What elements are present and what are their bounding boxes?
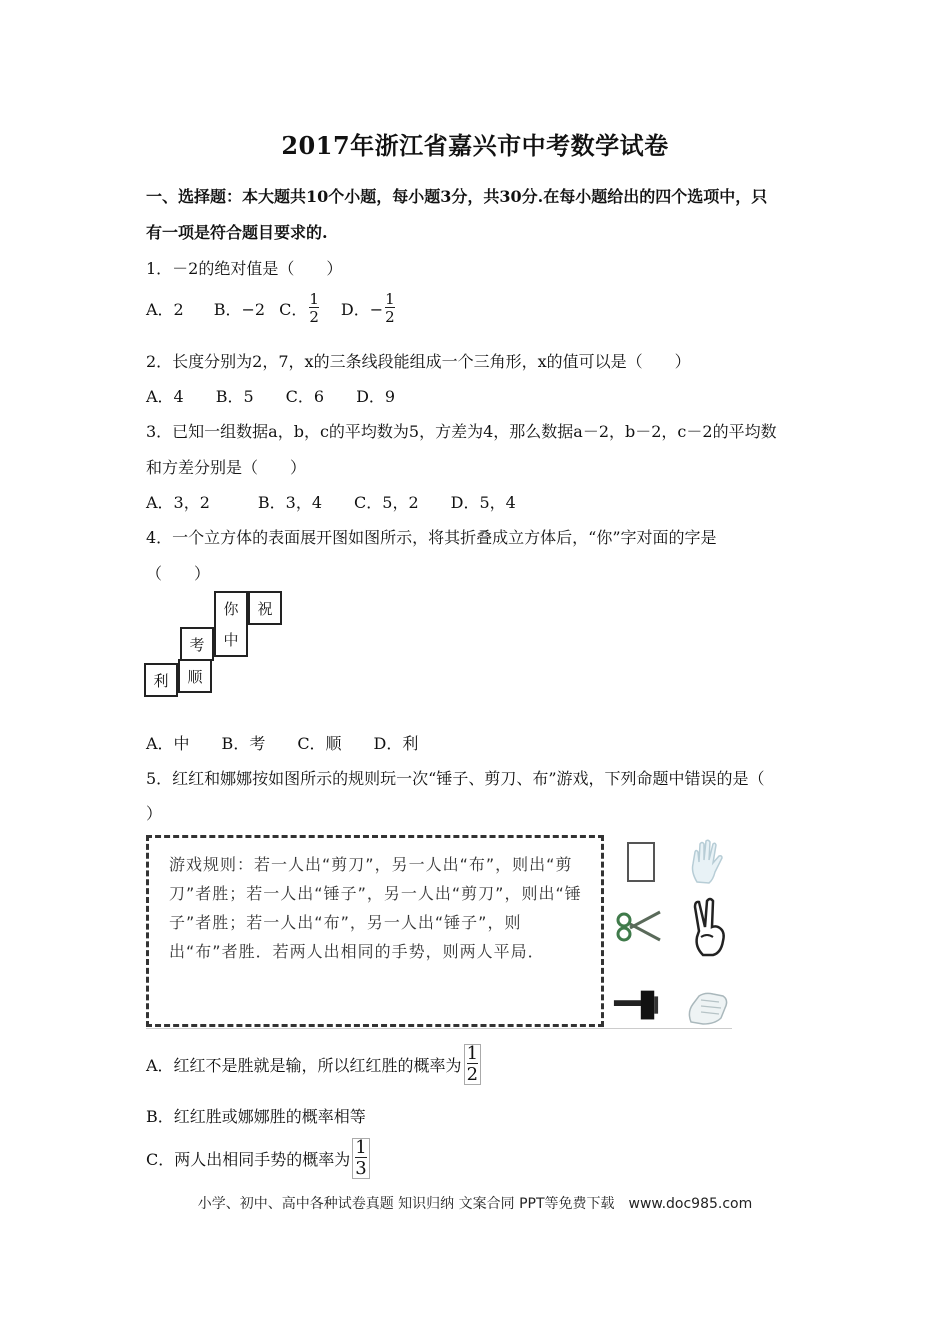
page-footer: 小学、初中、高中各种试卷真题 知识归纳 文案合同 PPT等免费下载 www.doc985.com — [197, 1196, 753, 1212]
net-cell-shun: 顺 — [178, 659, 212, 693]
q1-options — [146, 292, 397, 325]
q5-option-c-text: C．两人出相同手势的概率为 — [146, 1150, 351, 1169]
q3-stem-line1: 3．已知一组数据a，b，c的平均数为5，方差为4，那么数据a－2，b－2，c－2的平均数 — [146, 422, 777, 441]
q5-option-a-denominator: 2 — [466, 1064, 479, 1085]
q2-stem: 2．长度分别为2，7，x的三条线段能组成一个三角形，x的值可以是（ ） — [146, 352, 691, 371]
open-hand-icon — [684, 838, 732, 886]
q1-option-b: B．−2 — [213, 300, 266, 319]
q5-option-c-fraction — [352, 1138, 369, 1179]
exam-title: 2017年浙江省嘉兴市中考数学试卷 — [281, 131, 669, 160]
q5-option-c — [146, 1138, 372, 1179]
q5-option-b: B．红红胜或娜娜胜的概率相等 — [146, 1107, 366, 1126]
net-cell-ni: 你 — [214, 591, 248, 625]
q5-option-c-denominator: 3 — [355, 1158, 367, 1179]
game-rules-box — [146, 835, 604, 1027]
net-cell-li: 利 — [144, 663, 178, 697]
q1-option-d-label: D．− — [340, 300, 384, 319]
q5-stem-line1: 5．红红和娜娜按如图所示的规则玩一次“锤子、剪刀、布”游戏，下列命题中错误的是（ — [146, 769, 765, 788]
q1-option-c-numerator: 1 — [309, 290, 319, 308]
section-heading-line1: 一、选择题：本大题共10个小题，每小题3分，共30分.在每小题给出的四个选项中，只 — [146, 187, 768, 206]
hammer-icon — [612, 982, 660, 1030]
q5-option-c-numerator: 1 — [355, 1137, 367, 1158]
q1-option-c-fraction — [309, 292, 319, 325]
net-cell-kao: 考 — [180, 627, 214, 661]
q1-option-c-label: C． — [279, 300, 308, 319]
section-heading-line2: 有一项是符合题目要求的. — [146, 223, 328, 242]
fist-icon — [684, 982, 732, 1030]
q4-options: A．中 B．考 C．顺 D．利 — [146, 734, 419, 753]
q3-options: A．3，2 B．3，4 C．5，2 D．5，4 — [146, 493, 516, 512]
q5-stem-line2: ） — [146, 804, 163, 823]
q5-option-a-numerator: 1 — [466, 1043, 479, 1064]
paper-icon — [616, 838, 664, 886]
q1-option-d-numerator: 1 — [385, 290, 395, 308]
q4-stem-line2: （ ） — [146, 564, 211, 583]
q3-stem-line2: 和方差分别是（ ） — [146, 458, 307, 477]
q2-options: A．4 B．5 C．6 D．9 — [146, 387, 396, 406]
scissors-icon — [614, 902, 662, 950]
q1-option-d-denominator: 2 — [385, 308, 395, 326]
figure-divider — [146, 1028, 732, 1029]
net-cell-zhu: 祝 — [248, 591, 282, 625]
q5-option-a-text: A．红红不是胜就是输，所以红红胜的概率为 — [146, 1056, 462, 1075]
victory-hand-icon — [686, 904, 734, 952]
q1-option-a: A．2 — [146, 300, 184, 319]
net-cell-zhong: 中 — [214, 623, 248, 657]
q4-stem-line1: 4．一个立方体的表面展开图如图所示，将其折叠成立方体后，“你”字对面的字是 — [146, 528, 717, 547]
q1-option-c-denominator: 2 — [309, 308, 319, 326]
q5-option-a — [146, 1044, 483, 1085]
q5-option-a-fraction — [464, 1044, 481, 1085]
cube-net-figure — [144, 591, 286, 699]
game-rules-text: 游戏规则：若一人出“剪刀”，另一人出“布”，则出“剪刀”者胜；若一人出“锤子”，另一人出“剪刀”，则出“锤子”者胜；若一人出“布”，另一人出“锤子”，则出“布”者胜．若两人出相同的手势，则两人平局． — [169, 855, 582, 961]
q1-option-d-fraction — [385, 292, 395, 325]
q1-stem: 1．－2的绝对值是（ ） — [146, 259, 343, 278]
